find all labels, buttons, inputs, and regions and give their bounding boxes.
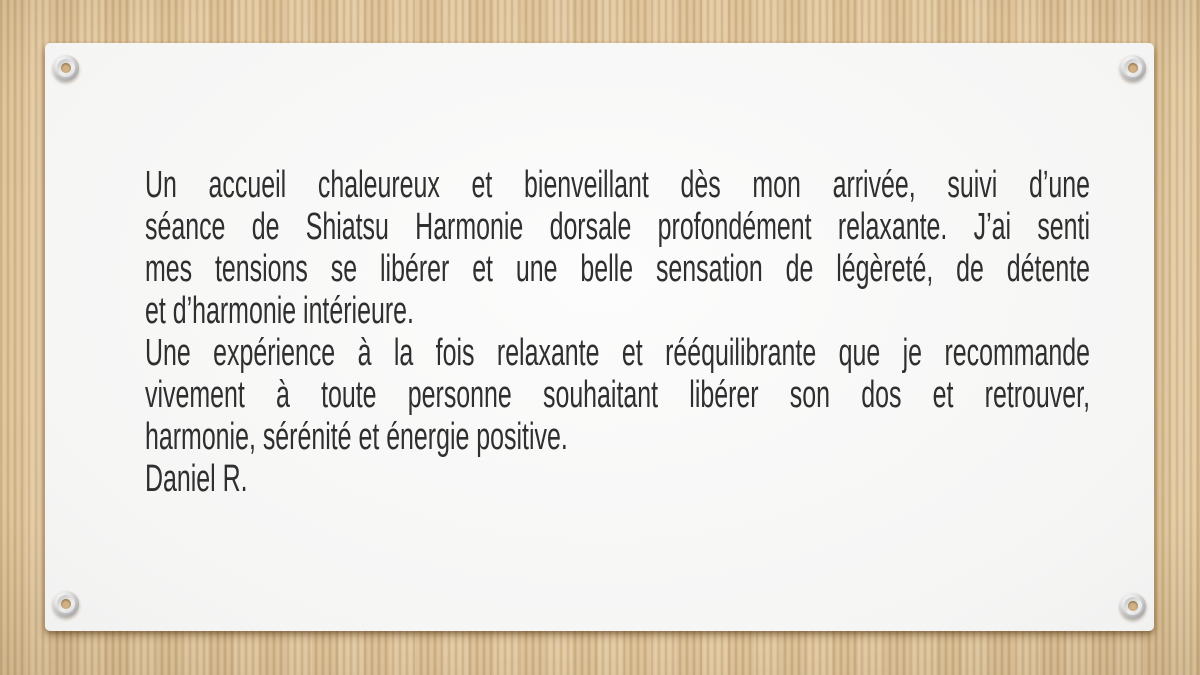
testimonial-line: séance de Shiatsu Harmonie dorsale profondément relaxante. J’ai senti xyxy=(145,206,1090,248)
testimonial-author-line: Daniel R. xyxy=(145,458,248,500)
testimonial-line: et d’harmonie intérieure. xyxy=(145,290,414,332)
grommet-top-left-icon xyxy=(53,55,79,81)
testimonial-line: Un accueil chaleureux et bienveillant dès mon arrivée, suivi d’une xyxy=(145,164,1090,206)
testimonial-line: mes tensions se libérer et une belle sensation de légèreté, de détente xyxy=(145,248,1090,290)
grommet-bottom-right-icon xyxy=(1120,593,1146,619)
testimonial-card xyxy=(45,43,1154,631)
testimonial-text-block xyxy=(145,164,1090,500)
grommet-bottom-left-icon xyxy=(53,591,79,617)
testimonial-line: vivement à toute personne souhaitant libérer son dos et retrouver, xyxy=(145,374,1090,416)
testimonial-line: harmonie, sérénité et énergie positive. xyxy=(145,416,568,458)
grommet-top-right-icon xyxy=(1120,55,1146,81)
testimonial-line: Une expérience à la fois relaxante et rééquilibrante que je recommande xyxy=(145,332,1090,374)
